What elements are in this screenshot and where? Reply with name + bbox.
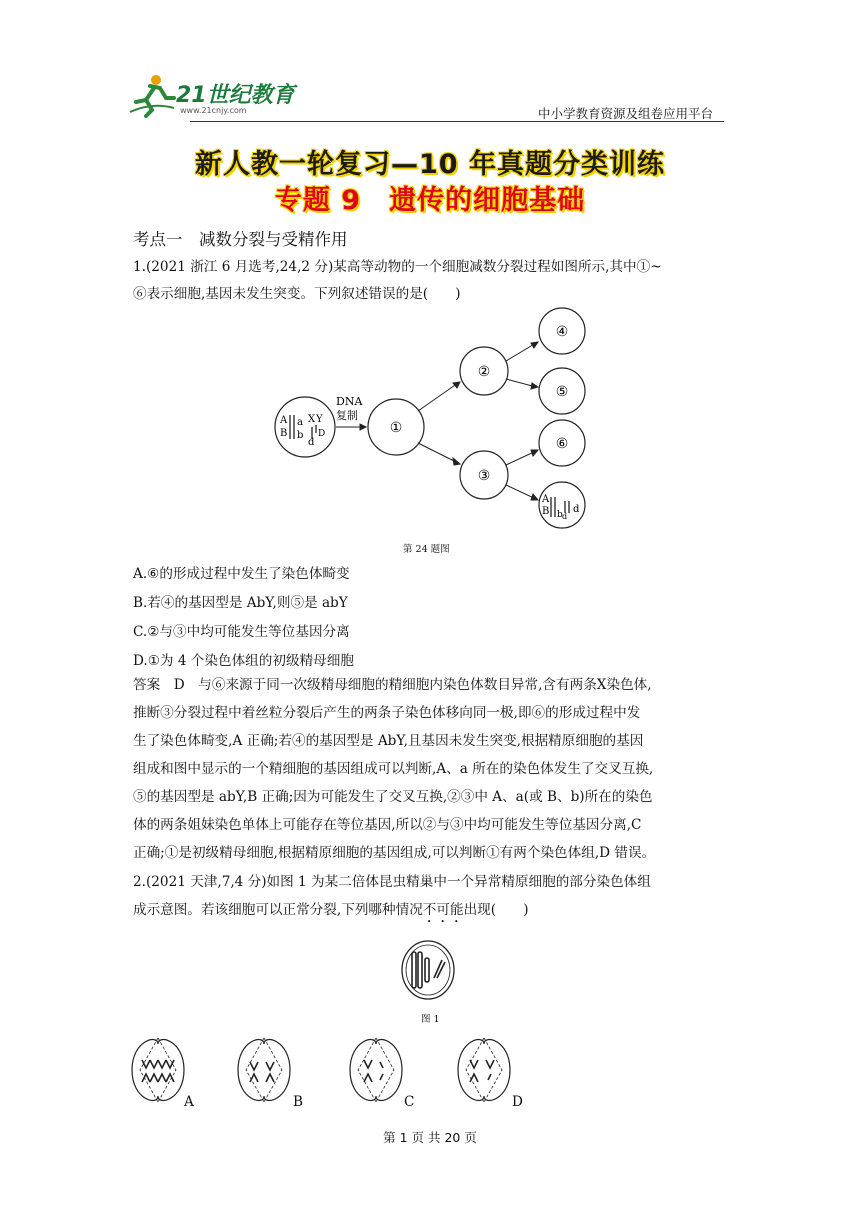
replication-label: 复制 — [336, 409, 358, 422]
question-2-stem-line2 — [133, 897, 529, 926]
answer-line-1: 答案 D 与⑥来源于同一次级精母细胞的精细胞内染色体数目异常,含有两条X染色体, — [133, 677, 652, 693]
figure-1-caption: 图 1 — [421, 1014, 440, 1025]
choice-label-a: A — [184, 1094, 194, 1110]
gene-label-cell7-b: b — [557, 510, 563, 520]
logo-url: www.21cnjy.com — [180, 106, 247, 115]
gene-label-Y: Y — [316, 414, 323, 425]
choice-label-c: C — [404, 1094, 415, 1110]
gene-label-b: b — [297, 430, 304, 441]
gene-label-cell7-B: B — [542, 506, 550, 517]
spermatogonium-cell — [275, 397, 335, 457]
page-subtitle: 专题 9 遗传的细胞基础 — [274, 185, 586, 216]
platform-name: 中小学教育资源及组卷应用平台 — [538, 106, 714, 121]
cell-2-label: ② — [477, 364, 491, 380]
gene-label-cell7-A: A — [542, 494, 550, 505]
answer-line-3: 生了染色体畸变,A 正确;若④的基因型是 AbY,且基因未发生突变,根据精原细胞的基因 — [133, 733, 644, 749]
answer-line-6: 体的两条姐妹染色单体上可能存在等位基因,所以②与③中均可能发生等位基因分离,C — [133, 817, 642, 833]
figure-caption-24: 第 24 题图 — [403, 544, 450, 555]
section-heading: 考点一 减数分裂与受精作用 — [133, 230, 348, 249]
dna-label: DNA — [336, 395, 363, 408]
page-number: 第 1 页 共 20 页 — [383, 1130, 477, 1145]
cell-3-label: ③ — [477, 468, 491, 484]
answer-line-5: ⑤的基因型是 abY,B 正确;因为可能发生了交叉互换,②③中 A、a(或 B、b)所在的染色 — [133, 789, 653, 805]
gene-label-X: X — [308, 414, 316, 425]
figure-1-cell — [398, 938, 458, 1002]
choice-label-d: D — [512, 1094, 523, 1110]
page-title: 新人教一轮复习—10 年真题分类训练 — [195, 149, 665, 180]
logo — [126, 72, 296, 120]
gene-label-A: A — [280, 415, 288, 426]
gene-label-cell7-d2: d — [562, 512, 568, 521]
gene-label-B: B — [280, 428, 288, 439]
option-b: B.若④的基因型是 AbY,则⑤是 abY — [133, 595, 348, 611]
meiosis-diagram — [272, 305, 592, 535]
q2-stem-pre: 成示意图。若该细胞可以正常分裂,下列哪种情况 — [133, 902, 423, 918]
gene-label-a: a — [297, 417, 303, 428]
question-1-stem-line1: 1.(2021 浙江 6 月选考,24,2 分)某高等动物的一个细胞减数分裂过程如图所示,其中①~ — [133, 259, 662, 275]
answer-line-7: 正确;①是初级精母细胞,根据精原细胞的基因组成,可以判断①有两个染色体组,D 错误。 — [133, 845, 656, 861]
gene-label-cell7-d: d — [573, 504, 580, 515]
runner-logo-icon — [126, 72, 178, 118]
option-d: D.①为 4 个染色体组的初级精母细胞 — [133, 653, 354, 669]
option-a: A.⑥的形成过程中发生了染色体畸变 — [133, 566, 350, 582]
choice-label-b: B — [293, 1094, 303, 1110]
cell-1-label: ① — [389, 420, 403, 436]
question-1-stem-line2: ⑥表示细胞,基因未发生突变。下列叙述错误的是( ) — [133, 286, 461, 302]
answer-line-4: 组成和图中显示的一个精细胞的基因组成可以判断,A、a 所在的染色体发生了交叉互换, — [133, 761, 654, 777]
logo-text: 21世纪教育 — [176, 83, 295, 108]
answer-line-2: 推断③分裂过程中着丝粒分裂后产生的两条子染色体移向同一极,即⑥的形成过程中发 — [133, 705, 641, 721]
cell-5-label: ⑤ — [555, 384, 569, 400]
header-divider — [190, 121, 724, 122]
cell-6-label: ⑥ — [555, 436, 569, 452]
gene-label-d: d — [308, 437, 315, 448]
q2-stem-emphasis: 不可能 — [422, 902, 464, 918]
option-c: C.②与③中均可能发生等位基因分离 — [133, 624, 350, 640]
cell-4-label: ④ — [555, 324, 569, 340]
question-2-stem-line1: 2.(2021 天津,7,4 分)如图 1 为某二倍体昆虫精巢中一个异常精原细胞的部分染色体组 — [133, 874, 651, 890]
q2-stem-post: 出现( ) — [463, 902, 529, 918]
gene-label-D: D — [318, 429, 326, 439]
